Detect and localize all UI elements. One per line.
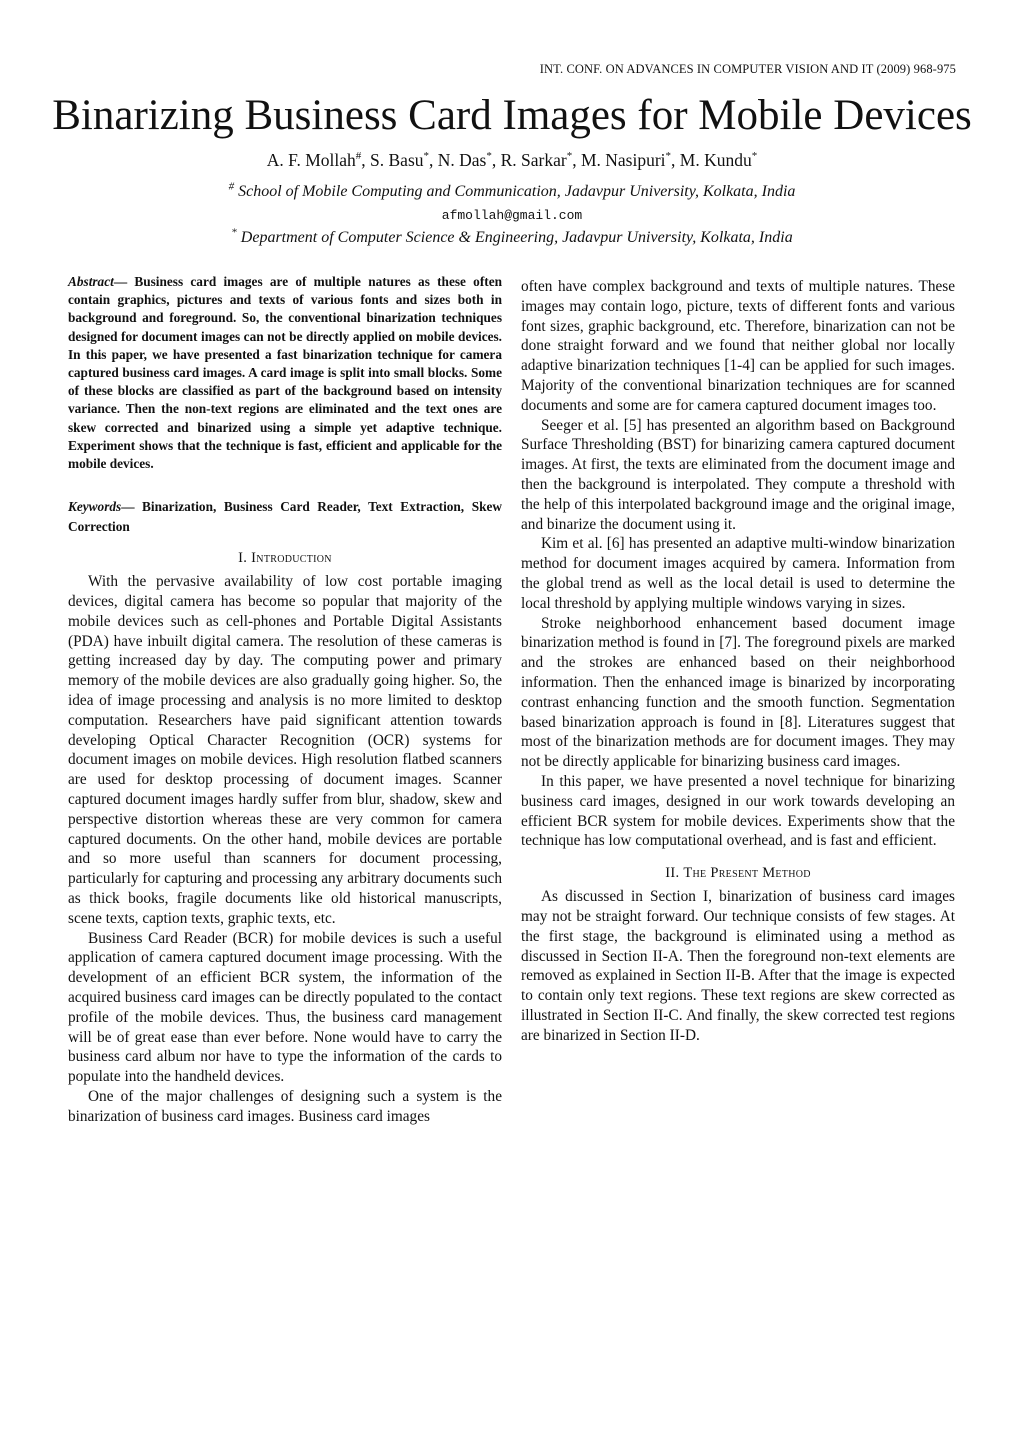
author-mark: * (486, 150, 492, 163)
affiliation-1 (0, 180, 1024, 201)
body-paragraph: Stroke neighborhood enhancement based document image binarization method is found in [7]. The foreground pixels are marked and the strokes are enhanced based on their neighborhood information. Then the enhanced image is binarized by incorporating contrast enhancing function and the smooth function. Segmentation based binarization approach is found in [8]. Literatures suggest that most of the binarization methods are for document images. They may not be directly applicable for binarizing business card images. (521, 614, 955, 771)
body-paragraph: As discussed in Section I, binarization of business card images may not be straight forward. Our technique consists of few stages. At the first stage, the background is eliminated using a method as discussed in Section II-A. Then the foreground non-text elements are removed as explained in Section II-B. After that the image is expected to contain only text regions. These text regions are skew corrected as illustrated in Section II-C. And finally, the skew corrected test regions are binarized in Section II-D. (521, 888, 955, 1044)
affiliation-2 (0, 226, 1024, 247)
keywords (68, 497, 502, 536)
author-name: M. Kundu (679, 150, 752, 170)
author-name: M. Nasipuri (580, 150, 666, 170)
affiliation-mark: * (231, 226, 237, 239)
keywords-text: Binarization, Business Card Reader, Text Extraction, Skew Correction (68, 499, 502, 534)
author-name: S. Basu (370, 150, 424, 170)
author-list: A. F. Mollah#, S. Basu*, N. Das*, R. Sarkar*, M. Nasipuri*, M. Kundu* (266, 150, 758, 170)
paper-title: Binarizing Business Card Images for Mobile Devices (52, 92, 972, 139)
body-paragraph: In this paper, we have presented a novel technique for binarizing business card images, designed in our work towards developing an efficient BCR system for mobile devices. Experiments show that the technique has low computational overhead, and is fast and efficient. (521, 772, 955, 850)
author-mark: * (423, 150, 429, 163)
section-title: Introduction (251, 550, 332, 567)
section-number: II. (665, 865, 680, 882)
keywords-dash: — (121, 499, 135, 515)
right-column (521, 277, 955, 1045)
author-mark: # (355, 150, 362, 163)
body-paragraph: often have complex background and texts of multiple natures. These images may contain logo, picture, texts of different fonts and various font sizes, graphic background, etc. Therefore, binarization can not be done straight forward and we found that neither global nor locally adaptive binarization techniques [1-4] can be applied for such images. Majority of the conventional binarization techniques are for scanned documents and some are for camera captured document images too. (521, 278, 955, 414)
author-email: afmollah@gmail.com (441, 208, 583, 223)
running-head: INT. CONF. ON ADVANCES IN COMPUTER VISION AND IT (2009) 968-975 (539, 62, 956, 76)
author-mark: * (566, 150, 573, 163)
author-mark: * (751, 150, 758, 163)
body-paragraph: With the pervasive availability of low cost portable imaging devices, digital camera has become so popular that majority of the mobile devices such as cell-phones and Portable Digital Assistants (PDA) have inbuilt digital camera. The resolution of these cameras is getting increased day by day. The computing power and primary memory of the mobile devices are also gradually going higher. So, the idea of image processing and analysis is no more limited to desktop computation. Researchers have paid significant attention towards developing Optical Character Recognition (OCR) systems for document images on mobile devices. High resolution flatbed scanners are used for desktop processing of document images. Scanner captured document images hardly suffer from blur, shadow, skew and perspective distortion whereas these are very common for camera captured documents. On the other hand, mobile devices are portable and so more useful than scanners for document processing, particularly for capturing and processing any arbitrary documents such as thick books, fragile documents like old historical manuscripts, scene texts, caption texts, graphic texts, etc. (68, 573, 502, 927)
section-heading-present-method (521, 865, 955, 882)
abstract-text: Business card images are of multiple natures as these often contain graphics, pictures and texts of various fonts and sizes both in background and foreground. So, the conventional binarization techniques designed for document images can not be directly applied on mobile devices. In this paper, we have presented a fast binarization technique for camera captured business card images. A card image is split into small blocks. Some of these blocks are classified as part of the background based on intensity variance. Then the non-text regions are eliminated and the text ones are skew corrected and binarized using a simple yet adaptive technique. Experiment shows that the technique is fast, efficient and applicable for the mobile devices. (68, 274, 502, 472)
author-name: N. Das (437, 150, 487, 170)
body-paragraph: Kim et al. [6] has presented an adaptive multi-window binarization method for document images acquired by camera. Information from the global trend as well as the local detail is used to determine the local threshold by applying multiple windows varying in sizes. (521, 535, 955, 612)
keywords-label: Keywords (68, 499, 122, 515)
abstract (68, 273, 502, 473)
author-mark: * (665, 150, 672, 163)
left-column (68, 273, 502, 1127)
body-paragraph: One of the major challenges of designing such a system is the binarization of business card images. Business card images (68, 1087, 502, 1125)
affiliation-text: Department of Computer Science & Engineering, Jadavpur University, Kolkata, India (240, 229, 793, 246)
section-heading-introduction (68, 550, 502, 567)
author-name: R. Sarkar (500, 150, 567, 170)
body-paragraph: Business Card Reader (BCR) for mobile devices is such a useful application of camera captured document image processing. With the development of an efficient BCR system, the information of the acquired business card images can be directly populated to the contact profile of the mobile devices. Thus, the business card management will be of great ease than ever before. None would have to carry the business card album nor have to type the information of the cards to populate into the handheld devices. (68, 929, 502, 1086)
author-name: A. F. Mollah (266, 150, 356, 170)
abstract-label: Abstract (68, 274, 114, 289)
section-title: The Present Method (683, 865, 811, 882)
affiliation-text: School of Mobile Computing and Communication, Jadavpur University, Kolkata, India (238, 183, 796, 200)
body-paragraph: Seeger et al. [5] has presented an algorithm based on Background Surface Thresholding (BST) for binarizing camera captured document images. At first, the texts are eliminated from the document image and then the background is interpolated. They compute a threshold with the help of this interpolated background image and the original image, and binarize the document using it. (521, 416, 955, 533)
section-number: I. (238, 550, 248, 567)
affiliation-mark: # (228, 180, 235, 193)
abstract-dash: — (113, 274, 128, 289)
